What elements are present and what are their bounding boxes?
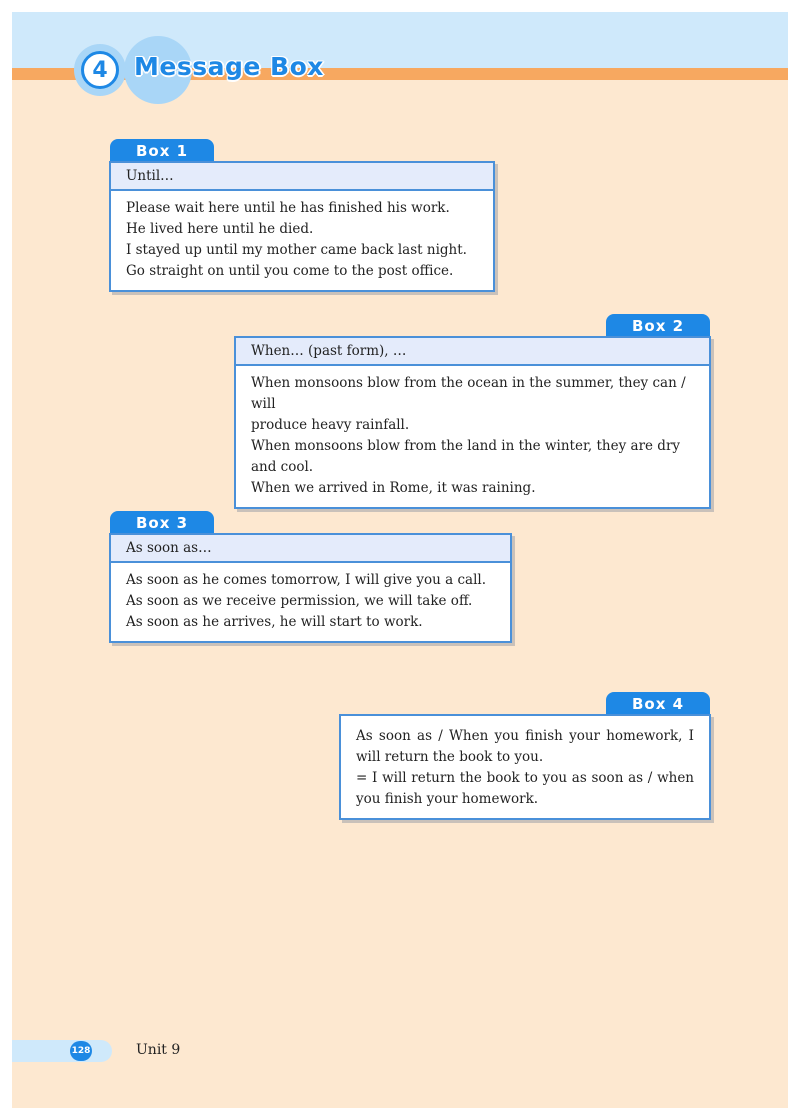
box-1-line: I stayed up until my mother came back last night. — [126, 242, 467, 258]
box-2-line: produce heavy rainfall. — [251, 417, 410, 433]
box-4 — [339, 714, 711, 820]
page-title: Message Box — [134, 52, 324, 81]
box-1-heading: Until… — [111, 163, 493, 191]
box-3-heading: As soon as… — [111, 535, 510, 563]
box-3-line: As soon as we receive permission, we will take off. — [126, 593, 473, 609]
box-2-body — [236, 366, 709, 507]
box-4-line: As soon as / When you finish your homework, I will return the book to you. — [356, 728, 694, 765]
box-2 — [234, 336, 711, 509]
box-1-line: Go straight on until you come to the post office. — [126, 263, 454, 279]
page-number: 128 — [70, 1041, 92, 1061]
box-1 — [109, 161, 495, 292]
box-1-body — [111, 191, 493, 290]
section-number: 4 — [81, 51, 119, 89]
box-1-line: He lived here until he died. — [126, 221, 314, 237]
unit-label: Unit 9 — [136, 1042, 181, 1058]
box-4-line: = I will return the book to you as soon as / when you finish your homework. — [356, 770, 694, 807]
box-4-body — [341, 716, 709, 818]
box-2-line: When monsoons blow from the ocean in the summer, they can / will — [251, 375, 686, 412]
box-1-tab: Box 1 — [110, 139, 214, 163]
box-2-line: When monsoons blow from the land in the winter, they are dry and cool. — [251, 438, 681, 475]
section-number-badge — [74, 44, 126, 96]
box-2-line: When we arrived in Rome, it was raining. — [251, 480, 536, 496]
box-3-tab: Box 3 — [110, 511, 214, 535]
box-3-line: As soon as he comes tomorrow, I will give you a call. — [126, 572, 487, 588]
box-2-heading: When… (past form), … — [236, 338, 709, 366]
box-3-line: As soon as he arrives, he will start to work. — [126, 614, 423, 630]
box-1-line: Please wait here until he has finished his work. — [126, 200, 450, 216]
box-3-body — [111, 563, 510, 641]
box-4-tab: Box 4 — [606, 692, 710, 716]
box-2-tab: Box 2 — [606, 314, 710, 338]
box-3 — [109, 533, 512, 643]
footer-page-tab — [12, 1040, 112, 1062]
